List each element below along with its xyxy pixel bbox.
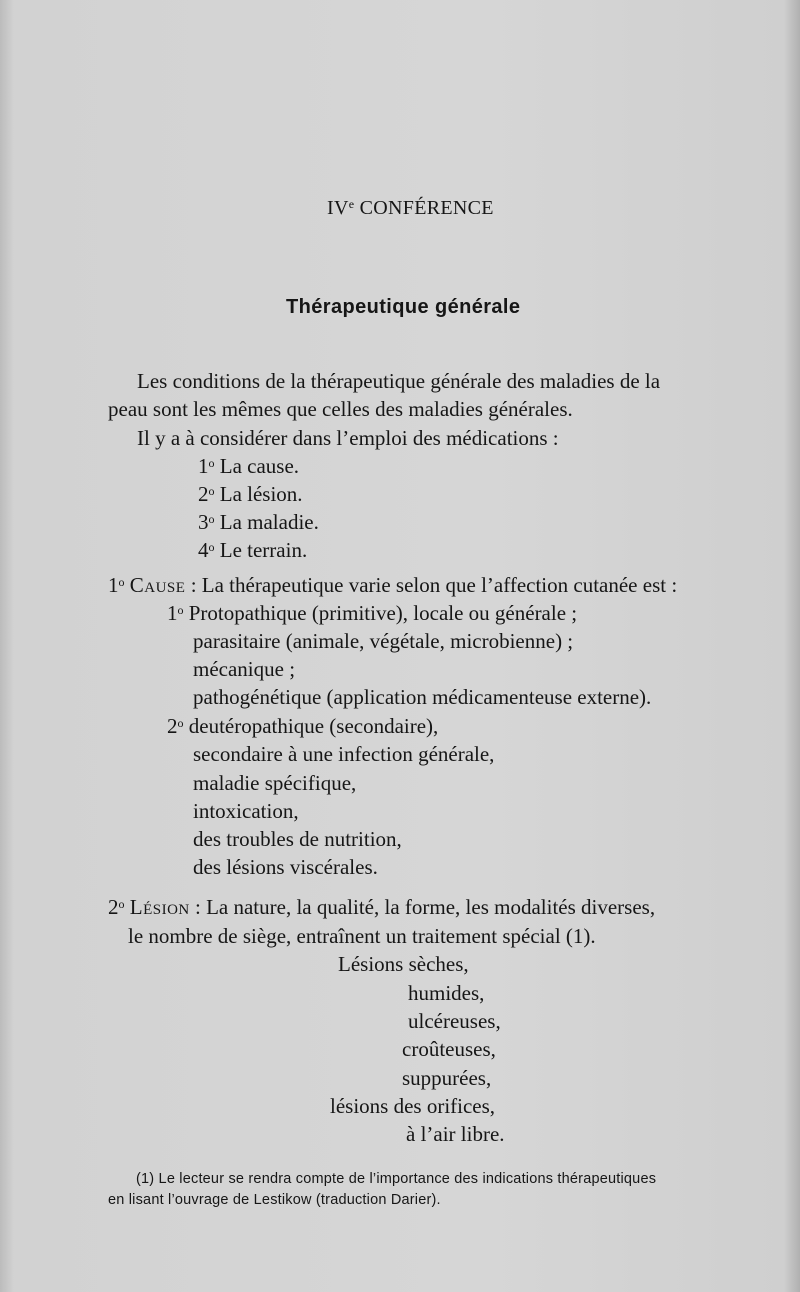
- section-label: Cause: [129, 573, 186, 597]
- item-text: Protopathique (primitive), locale ou générale ;: [188, 601, 578, 625]
- cause-item-2-first: [167, 714, 438, 738]
- consideration-item: [198, 538, 307, 562]
- section-text: : La thérapeutique varie selon que l’affection cutanée est :: [185, 573, 678, 597]
- lesion-kind: lésions des orifices,: [330, 1094, 496, 1118]
- consideration-item: [198, 510, 319, 534]
- lesion-kind: suppurées,: [402, 1066, 492, 1090]
- item-superscript: o: [208, 484, 215, 498]
- page-title: Thérapeutique générale: [286, 296, 521, 318]
- lesion-kind: croûteuses,: [402, 1037, 496, 1061]
- item-superscript: o: [208, 540, 215, 554]
- cause-item-1-line: parasitaire (animale, végétale, microbienne) ;: [193, 629, 574, 653]
- cause-heading: [108, 573, 677, 597]
- intro-line-3: Il y a à considérer dans l’emploi des médications :: [137, 426, 559, 450]
- item-number: 4: [198, 538, 209, 562]
- cause-item-2-line: maladie spécifique,: [193, 771, 357, 795]
- item-text: La cause.: [219, 454, 300, 478]
- item-text: Le terrain.: [219, 538, 308, 562]
- cause-item-2-line: intoxication,: [193, 799, 299, 823]
- section-label: Lésion: [129, 895, 190, 919]
- conference-heading: [327, 196, 494, 220]
- lesion-kind: Lésions sèches,: [338, 952, 469, 976]
- item-number: 2: [167, 714, 178, 738]
- item-superscript: o: [208, 456, 215, 470]
- conference-word: CONFÉRENCE: [359, 197, 494, 219]
- intro-line-1: Les conditions de la thérapeutique générale des maladies de la: [137, 369, 661, 393]
- cause-item-2-line: des troubles de nutrition,: [193, 827, 402, 851]
- cause-item-1-line: pathogénétique (application médicamenteuse externe).: [193, 685, 652, 709]
- lesion-kind: humides,: [408, 981, 485, 1005]
- consideration-item: [198, 482, 303, 506]
- section-number: 2: [108, 895, 119, 919]
- item-number: 1: [167, 601, 178, 625]
- cause-item-1-line: mécanique ;: [193, 657, 296, 681]
- item-text: deutéropathique (secondaire),: [188, 714, 439, 738]
- item-superscript: o: [177, 716, 184, 730]
- footnote-line-1: (1) Le lecteur se rendra compte de l’importance des indications thérapeutiques: [136, 1171, 657, 1187]
- conference-number: IV: [327, 197, 349, 219]
- conference-superscript: e: [348, 197, 355, 211]
- item-text: La maladie.: [219, 510, 319, 534]
- item-number: 3: [198, 510, 209, 534]
- lesion-line-2: le nombre de siège, entraînent un traitement spécial (1).: [128, 924, 596, 948]
- footnote-line-2: en lisant l’ouvrage de Lestikow (traduction Darier).: [108, 1192, 441, 1208]
- section-superscript: o: [118, 897, 125, 911]
- cause-item-2-line: des lésions viscérales.: [193, 855, 378, 879]
- item-superscript: o: [208, 512, 215, 526]
- section-superscript: o: [118, 575, 125, 589]
- item-text: La lésion.: [219, 482, 303, 506]
- cause-item-2-line: secondaire à une infection générale,: [193, 742, 495, 766]
- lesion-heading: [108, 895, 655, 919]
- lesion-kind: à l’air libre.: [406, 1122, 505, 1146]
- cause-item-1-first: [167, 601, 577, 625]
- section-number: 1: [108, 573, 119, 597]
- intro-line-2: peau sont les mêmes que celles des maladies générales.: [108, 397, 573, 421]
- lesion-kind: ulcéreuses,: [408, 1009, 501, 1033]
- section-text: : La nature, la qualité, la forme, les modalités diverses,: [189, 895, 656, 919]
- item-number: 1: [198, 454, 209, 478]
- item-superscript: o: [177, 603, 184, 617]
- consideration-item: [198, 454, 299, 478]
- item-number: 2: [198, 482, 209, 506]
